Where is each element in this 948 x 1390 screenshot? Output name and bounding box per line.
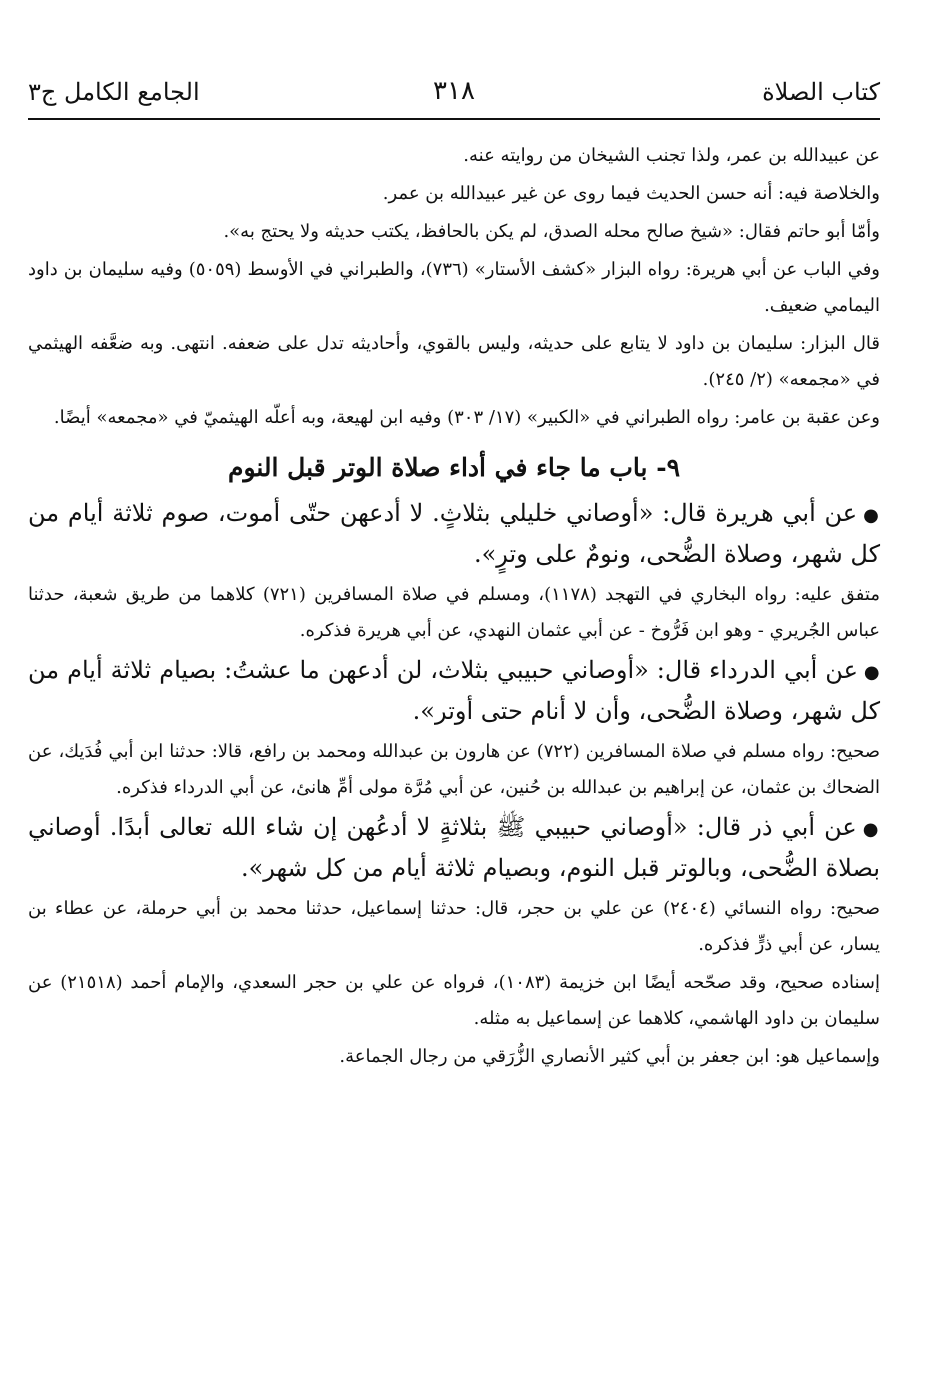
- bullet-icon: ●: [862, 819, 880, 840]
- page-number: ٣١٨: [433, 76, 475, 106]
- footnote-paragraph: والخلاصة فيه: أنه حسن الحديث فيما روى عن غير عبيدالله بن عمر.: [382, 183, 880, 204]
- footnote-paragraph: وأمّا أبو حاتم فقال: «شيخ صالح محله الصدق، لم يكن بالحافظ، يكتب حديثه ولا يحتج به».: [223, 221, 880, 242]
- hadith-text: [28, 808, 880, 887]
- hadith-text: [28, 651, 880, 730]
- footnote-paragraph: عن عبيدالله بن عمر، ولذا تجنب الشيخان من روايته عنه.: [463, 145, 880, 166]
- chapter-running-title: كتاب الصلاة: [762, 78, 880, 106]
- bullet-icon: ●: [863, 662, 880, 683]
- chapter-heading: ٩- باب ما جاء في أداء صلاة الوتر قبل النوم: [227, 453, 681, 482]
- page-body: [28, 138, 880, 1077]
- footnote-paragraph: وعن عقبة بن عامر: رواه الطبراني في «الكبير» (١٧/ ٣٠٣) وفيه ابن لهيعة، وبه أعلّه الهيثميّ في «مجمعه» أيضًا.: [53, 407, 880, 428]
- footnote-paragraph: قال البزار: سليمان بن داود لا يتابع على حديثه، وليس بالقوي، وأحاديثه تدل على ضعفه. انتهى. وبه ضعَّفه الهيثمي في «مجمعه» (٢/ ٢٤٥).: [28, 333, 880, 390]
- page-header: [28, 70, 880, 120]
- hadith-body: عن أبي الدرداء قال: «أوصاني حبيبي بثلاث، لن أدعهن ما عشتُ: بصيام ثلاثة أيام من كل شهر، وصلاة الضُّحى، وأن لا أنام حتى أوتر».: [28, 656, 880, 725]
- takhrij-note: وإسماعيل هو: ابن جعفر بن أبي كثير الأنصاري الزُّرَقي من رجال الجماعة.: [339, 1046, 880, 1067]
- hadith-text: [28, 494, 880, 573]
- takhrij-note: صحيح: رواه مسلم في صلاة المسافرين (٧٢٢) عن هارون بن عبدالله ومحمد بن رافع، قالا: حدثنا ابن أبي فُدَيك، عن الضحاك بن عثمان، عن إبراهيم بن عبدالله بن حُنين، عن أبي مُرَّة مولى أمِّ هانئ، عن أبي الدرداء فذكره.: [28, 741, 880, 798]
- footnote-paragraph: وفي الباب عن أبي هريرة: رواه البزار «كشف الأستار» (٧٣٦)، والطبراني في الأوسط (٥٠٥٩) وفيه سليمان بن داود اليمامي ضعيف.: [28, 259, 880, 316]
- bullet-icon: ●: [863, 505, 880, 526]
- takhrij-note: متفق عليه: رواه البخاري في التهجد (١١٧٨)، ومسلم في صلاة المسافرين (٧٢١) كلاهما من طريق شعبة، حدثنا عباس الجُريري - وهو ابن فَرُّوخ - عن أبي عثمان النهدي، عن أبي هريرة فذكره.: [28, 584, 880, 641]
- book-running-title: الجامع الكامل ج٣: [28, 78, 200, 106]
- header-rule: [28, 118, 880, 120]
- takhrij-note: صحيح: رواه النسائي (٢٤٠٤) عن علي بن حجر، قال: حدثنا إسماعيل، حدثنا محمد بن أبي حرملة، عن عطاء بن يسار، عن أبي ذرٍّ فذكره.: [28, 898, 880, 955]
- hadith-body: عن أبي هريرة قال: «أوصاني خليلي بثلاثٍ. لا أدعهن حتّى أموت، صوم ثلاثة أيام من كل شهر، وصلاة الضُّحى، ونومٌ على وترٍ».: [28, 499, 880, 568]
- takhrij-note: إسناده صحيح، وقد صحّحه أيضًا ابن خزيمة (١٠٨٣)، فرواه عن علي بن حجر السعدي، والإمام أحمد (٢١٥١٨) عن سليمان بن داود الهاشمي، كلاهما عن إسماعيل به مثله.: [28, 972, 880, 1029]
- hadith-body: عن أبي ذر قال: «أوصاني حبيبي ﷺ بثلاثةٍ لا أدعُهن إن شاء الله تعالى أبدًا. أوصاني بصلاة الضُّحى، وبالوتر قبل النوم، وبصيام ثلاثة أيام من كل شهر».: [28, 813, 880, 882]
